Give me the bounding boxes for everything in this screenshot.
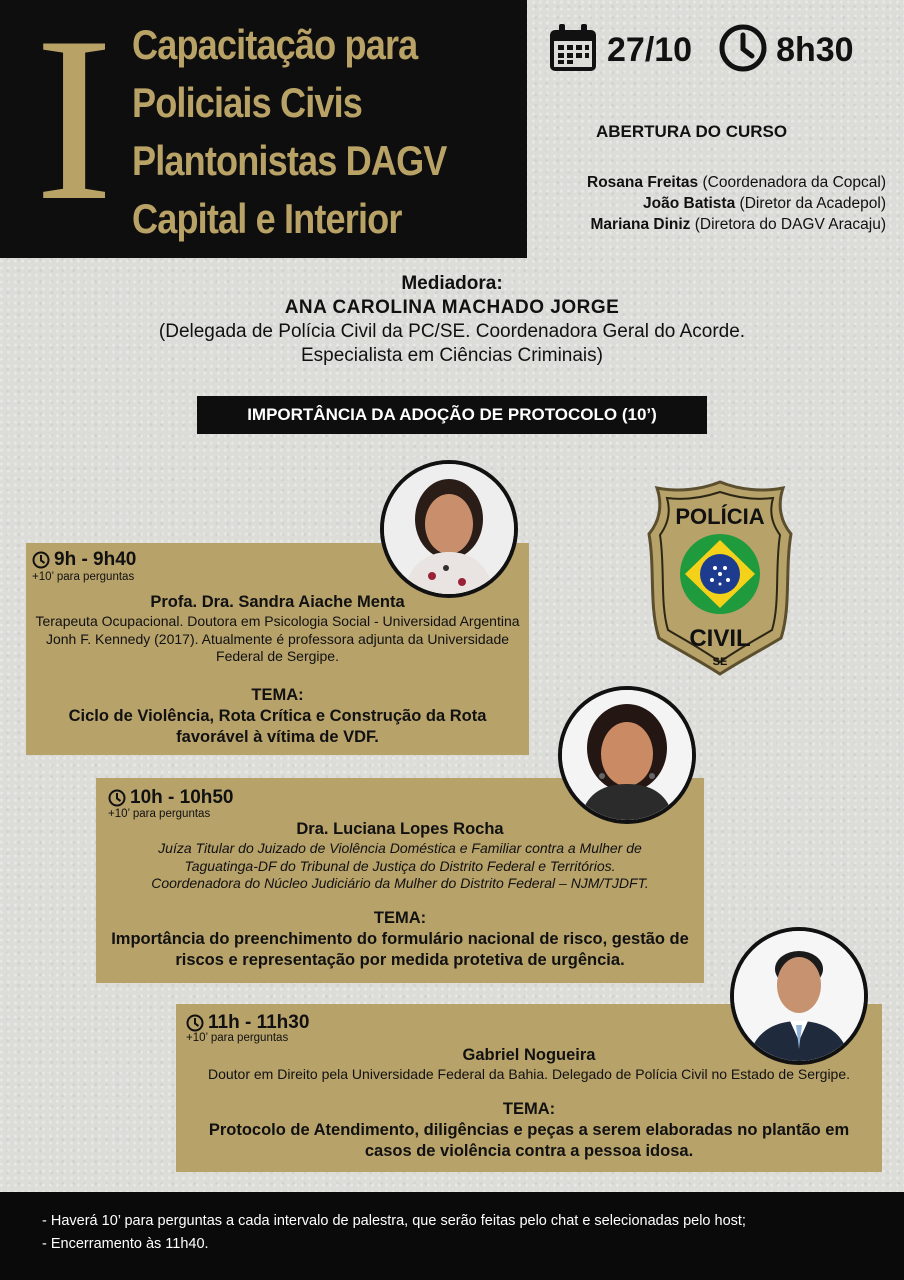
session-body-2	[104, 818, 696, 971]
footer-note: - Haverá 10’ para perguntas a cada intervalo de palestra, que serão feitas pelo chat e selecionadas pelo host;	[42, 1213, 746, 1229]
tema-text: Ciclo de Violência, Rota Crítica e Construção da Rota favorável à vítima de VDF.	[68, 706, 487, 746]
session-qa-1: +10’ para perguntas	[32, 571, 135, 583]
tema-label: TEMA:	[373, 908, 427, 927]
police-badge-icon	[645, 478, 795, 678]
clock-icon	[718, 23, 768, 78]
mediator-name: ANA CAROLINA MACHADO JORGE	[284, 297, 620, 318]
title-banner	[0, 0, 527, 258]
opener-item: Mariana Diniz (Diretora do DAGV Aracaju)	[590, 216, 886, 233]
section-title: IMPORTÂNCIA DA ADOÇÃO DE PROTOCOLO (10’)	[197, 396, 707, 434]
event-date: 27/10	[607, 30, 693, 69]
mediator-desc-1: (Delegada de Polícia Civil da PC/SE. Coordenadora Geral do Acorde.	[158, 321, 746, 342]
footer-notes	[0, 1192, 904, 1280]
speaker-photo-1	[380, 460, 518, 598]
title-line-4: Capital e Interior	[132, 195, 402, 242]
tema-label: TEMA:	[251, 685, 304, 704]
speaker-bio: Juíza Titular do Juizado de Violência Doméstica e Familiar contra a Mulher de Taguatinga-DF do Tribunal de Justiça do Distrito Federal e Territórios. Coordenadora do Núcleo Judiciário da Mulher do Distrito Federal – NJM/TJDFT.	[151, 840, 649, 891]
session-time-1: 9h - 9h40	[32, 549, 136, 571]
speaker-photo-2	[558, 686, 696, 824]
clock-icon	[186, 1014, 204, 1032]
footer-note: - Encerramento às 11h40.	[42, 1236, 209, 1252]
event-time: 8h30	[776, 30, 854, 69]
speaker-name: Gabriel Nogueira	[462, 1046, 596, 1064]
session-qa-2: +10’ para perguntas	[108, 808, 211, 820]
clock-icon	[108, 789, 126, 807]
title-line-2: Policiais Civis	[132, 79, 363, 126]
tema-text: Importância do preenchimento do formulário nacional de risco, gestão de riscos e representação por medida protetiva de urgência.	[111, 929, 689, 969]
badge-top-text: POLÍCIA	[675, 504, 765, 529]
session-body-1	[34, 591, 521, 748]
session-time-3: 11h - 11h30	[186, 1012, 309, 1034]
speaker-bio: Doutor em Direito pela Universidade Federal da Bahia. Delegado de Polícia Civil no Estado de Sergipe.	[207, 1066, 851, 1082]
title-line-3: Plantonistas DAGV	[132, 137, 447, 184]
tema-label: TEMA:	[502, 1099, 556, 1118]
tema-text: Protocolo de Atendimento, diligências e peças a serem elaboradas no plantão em casos de violência contra a pessoa idosa.	[208, 1120, 850, 1160]
badge-state-text: SE	[712, 656, 728, 668]
session-time-2: 10h - 10h50	[108, 787, 234, 809]
mediator-label: Mediadora:	[401, 273, 503, 294]
opener-item: Rosana Freitas (Coordenadora da Copcal)	[587, 174, 886, 191]
speaker-name: Dra. Luciana Lopes Rocha	[296, 820, 504, 838]
opener-item: João Batista (Diretor da Acadepol)	[643, 195, 886, 212]
session-body-3	[182, 1044, 876, 1162]
mediator-block	[0, 272, 904, 368]
date-time-row	[547, 22, 854, 78]
title-line-1: Capacitação para	[132, 21, 418, 68]
opening-heading: ABERTURA DO CURSO	[596, 122, 788, 141]
openers-list	[587, 172, 886, 235]
speaker-photo-3	[730, 927, 868, 1065]
speaker-name: Profa. Dra. Sandra Aiache Menta	[150, 593, 405, 611]
speaker-bio: Terapeuta Ocupacional. Doutora em Psicologia Social - Universidad Argentina Jonh F. Kennedy (2017). Atualmente é professora adjunta da Universidade Federal de Sergipe.	[35, 613, 520, 664]
police-badge	[645, 478, 795, 683]
badge-bottom-text: CIVIL	[689, 625, 751, 652]
clock-icon	[32, 551, 50, 569]
edition-numeral: I	[34, 0, 114, 250]
mediator-desc-2: Especialista em Ciências Criminais)	[301, 345, 603, 366]
session-qa-3: +10’ para perguntas	[186, 1032, 289, 1044]
calendar-icon	[547, 22, 599, 79]
